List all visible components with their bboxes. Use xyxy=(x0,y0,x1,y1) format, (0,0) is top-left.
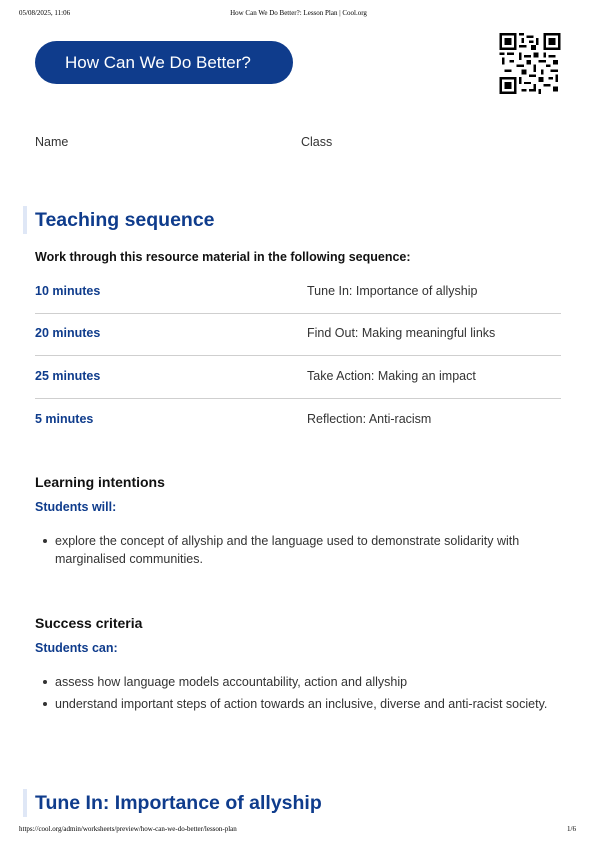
sequence-row xyxy=(35,399,561,441)
sequence-activity: Take Action: Making an impact xyxy=(307,369,476,383)
print-datetime: 05/08/2025, 11:06 xyxy=(19,9,71,17)
page-number: 1/6 xyxy=(567,825,576,833)
sequence-row xyxy=(35,271,561,314)
print-header xyxy=(0,9,597,19)
teaching-sequence-heading: Teaching sequence xyxy=(23,206,215,234)
sequence-row xyxy=(35,313,561,356)
print-url: https://cool.org/admin/worksheets/preview/how-can-we-do-better/lesson-plan xyxy=(19,825,237,833)
sequence-intro: Work through this resource material in the following sequence: xyxy=(35,250,411,264)
sequence-duration: 20 minutes xyxy=(35,326,101,340)
sequence-duration: 25 minutes xyxy=(35,369,101,383)
qr-code-icon[interactable] xyxy=(499,33,561,94)
sequence-duration: 5 minutes xyxy=(35,412,94,426)
print-doc-title: How Can We Do Better?: Lesson Plan | Cool.org xyxy=(230,9,367,17)
learning-intentions-list xyxy=(35,532,555,572)
print-footer xyxy=(0,825,597,835)
sequence-activity: Tune In: Importance of allyship xyxy=(307,284,478,298)
students-can-label: Students can: xyxy=(35,641,118,655)
class-field-label: Class xyxy=(301,135,333,149)
students-will-label: Students will: xyxy=(35,500,117,514)
sequence-row xyxy=(35,356,561,399)
sequence-duration: 10 minutes xyxy=(35,284,101,298)
success-criteria-list xyxy=(35,673,555,717)
learning-intentions-heading: Learning intentions xyxy=(35,474,165,490)
list-item: assess how language models accountability, action and allyship xyxy=(35,673,555,691)
success-criteria-heading: Success criteria xyxy=(35,615,143,631)
tune-in-heading: Tune In: Importance of allyship xyxy=(23,789,322,817)
sequence-activity: Reflection: Anti-racism xyxy=(307,412,432,426)
lesson-title-banner: How Can We Do Better? xyxy=(35,41,293,84)
list-item: explore the concept of allyship and the language used to demonstrate solidarity with marginalised communities. xyxy=(35,532,555,568)
list-item: understand important steps of action towards an inclusive, diverse and anti-racist society. xyxy=(35,695,555,713)
sequence-activity: Find Out: Making meaningful links xyxy=(307,326,496,340)
name-field-label: Name xyxy=(35,135,69,149)
